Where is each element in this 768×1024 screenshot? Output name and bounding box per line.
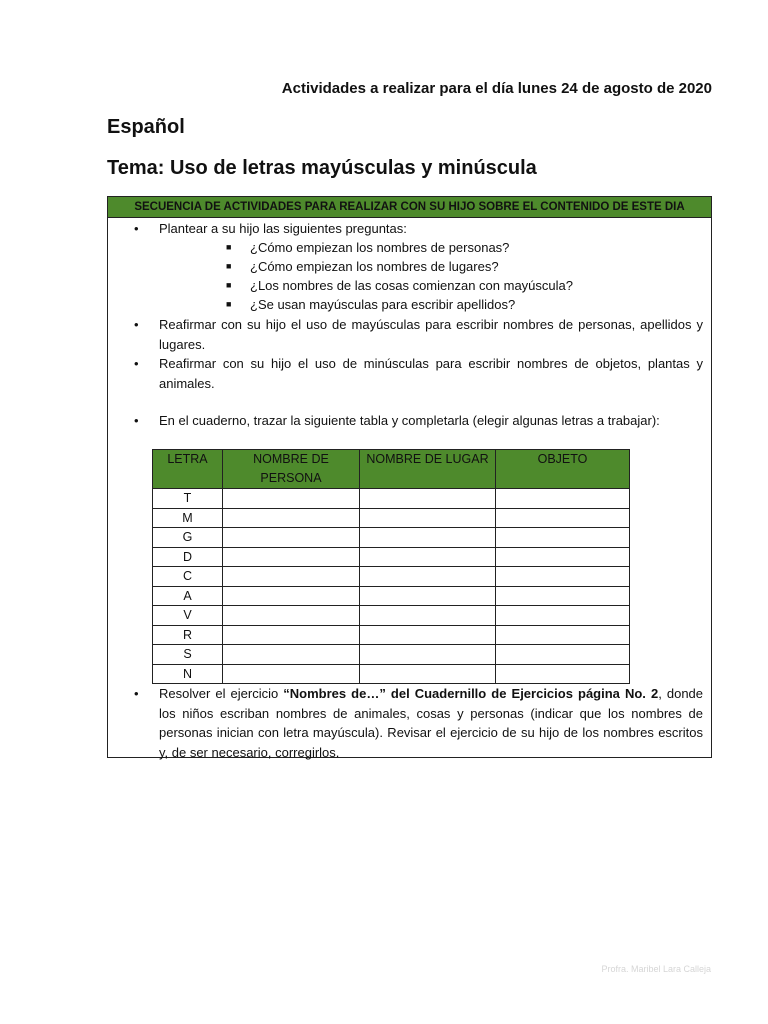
bullet-text: Reafirmar con su hijo el uso de mayúsculas para escribir nombres de personas, apellidos y lugares. [159,317,703,352]
object-cell [496,606,630,626]
letter-cell: C [153,567,223,587]
bullet-icon: • [134,686,139,701]
person-name-cell [223,664,360,684]
person-name-cell [223,567,360,587]
person-name-cell [223,528,360,548]
letters-table-body [153,489,630,684]
bullet-icon: • [134,356,139,371]
place-name-cell [360,489,496,509]
place-name-cell [360,508,496,528]
place-name-cell [360,606,496,626]
column-header-objeto: OBJETO [496,450,630,489]
activities-date-heading: Actividades a realizar para el día lunes 24 de agosto de 2020 [281,80,712,97]
letter-cell: G [153,528,223,548]
bullet-text [159,684,703,762]
letter-cell: V [153,606,223,626]
place-name-cell [360,586,496,606]
column-header-letra: LETRA [153,450,223,489]
question-text: ¿Cómo empiezan los nombres de lugares? [250,259,499,274]
square-bullet-icon: ■ [226,261,232,271]
letter-cell: T [153,489,223,509]
bullet-text: En el cuaderno, trazar la siguiente tabla y completarla (elegir algunas letras a trabajar): [159,413,660,428]
table-row [153,508,630,528]
activities-box [107,196,712,758]
place-name-cell [360,645,496,665]
person-name-cell [223,547,360,567]
object-cell [496,508,630,528]
place-name-cell [360,567,496,587]
place-name-cell [360,547,496,567]
letter-cell: D [153,547,223,567]
activities-box-header: SECUENCIA DE ACTIVIDADES PARA REALIZAR CON SU HIJO SOBRE EL CONTENIDO DE ESTE DIA [108,197,711,218]
table-row [153,625,630,645]
letter-cell: N [153,664,223,684]
object-cell [496,664,630,684]
exercise-intro-text: Resolver el ejercicio [159,686,284,701]
question-text: ¿Los nombres de las cosas comienzan con mayúscula? [250,278,573,293]
table-row [153,645,630,665]
object-cell [496,586,630,606]
letter-cell: M [153,508,223,528]
column-header-nombre-persona: NOMBRE DE PERSONA [223,450,360,489]
letter-cell: A [153,586,223,606]
object-cell [496,547,630,567]
object-cell [496,489,630,509]
letters-table-header-row [153,450,630,489]
person-name-cell [223,489,360,509]
bullet-text: Reafirmar con su hijo el uso de minúsculas para escribir nombres de objetos, plantas y animales. [159,356,703,391]
table-row [153,489,630,509]
square-bullet-icon: ■ [226,280,232,290]
question-text: ¿Cómo empiezan los nombres de personas? [250,240,510,255]
exercise-reference: “Nombres de…” del Cuadernillo de Ejercicios página No. 2 [283,686,659,701]
person-name-cell [223,586,360,606]
table-row [153,664,630,684]
person-name-cell [223,606,360,626]
bullet-icon: • [134,221,139,236]
place-name-cell [360,625,496,645]
object-cell [496,645,630,665]
table-row [153,567,630,587]
bullet-text: Plantear a su hijo las siguientes preguntas: [159,221,407,236]
table-row [153,606,630,626]
person-name-cell [223,645,360,665]
teacher-signature-footer: Profra. Maribel Lara Calleja [601,964,711,974]
object-cell [496,625,630,645]
bullet-icon: • [134,413,139,428]
column-header-nombre-lugar: NOMBRE DE LUGAR [360,450,496,489]
object-cell [496,528,630,548]
square-bullet-icon: ■ [226,299,232,309]
table-row [153,528,630,548]
object-cell [496,567,630,587]
place-name-cell [360,664,496,684]
exercise-description-text: , donde los niños escriban nombres de animales, cosas y personas (indicar que los nombres de personas inician con letra mayúscula). Revisar el ejercicio de su hijo de los nombres escritos y, de ser necesario, corregirlos. [159,686,704,760]
letters-table [152,449,630,684]
table-row [153,586,630,606]
place-name-cell [360,528,496,548]
square-bullet-icon: ■ [226,242,232,252]
letter-cell: S [153,645,223,665]
question-text: ¿Se usan mayúsculas para escribir apellidos? [250,297,516,312]
topic-title: Tema: Uso de letras mayúsculas y minúscula [107,157,537,179]
table-row [153,547,630,567]
person-name-cell [223,508,360,528]
bullet-icon: • [134,317,139,332]
subject-title: Español [107,116,185,138]
person-name-cell [223,625,360,645]
letter-cell: R [153,625,223,645]
